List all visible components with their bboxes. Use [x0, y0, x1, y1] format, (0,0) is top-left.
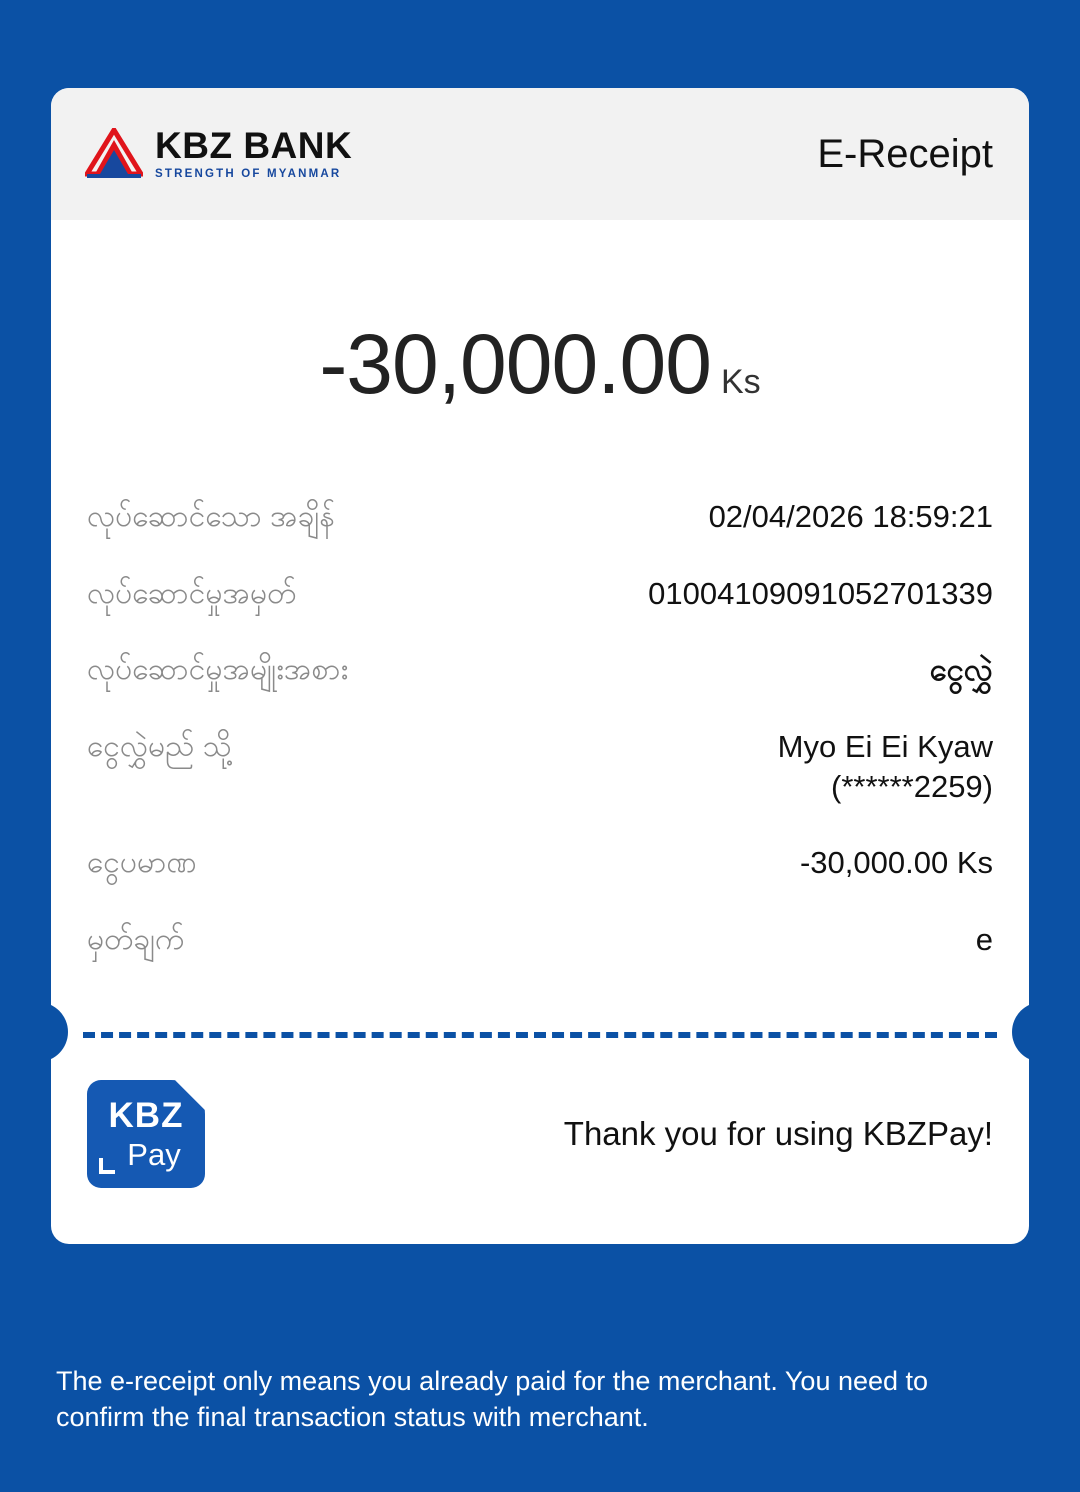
detail-value: 01004109091052701339	[648, 575, 993, 611]
receipt-header	[51, 88, 1029, 220]
receipt-card	[51, 88, 1029, 1244]
receipt-footer	[51, 1068, 1029, 1244]
detail-label: ငွေပမာဏ	[87, 846, 197, 880]
kbzpay-logo-bottom: Pay	[127, 1137, 181, 1173]
bank-name: KBZ BANK	[155, 125, 353, 167]
list-item	[87, 843, 993, 884]
page-title: E-Receipt	[817, 131, 993, 176]
detail-label: လုပ်ဆောင်သော အချိန်	[87, 500, 335, 533]
list-item	[87, 497, 993, 538]
detail-label: မှတ်ချက်	[87, 922, 185, 956]
dashed-line	[83, 1032, 997, 1038]
notch-left	[51, 1002, 68, 1062]
kbz-bank-logo	[85, 127, 352, 181]
kbzpay-logo-top: KBZ	[108, 1096, 184, 1136]
bank-tagline: STRENGTH OF MYANMAR	[155, 168, 342, 181]
amount-currency: Ks	[720, 363, 761, 401]
detail-list	[51, 431, 1029, 960]
detail-value-secondary: (******2259)	[831, 768, 993, 804]
detail-value: ငွေလွှဲ	[929, 652, 993, 687]
detail-label: ငွေလွှဲမည် သို့	[87, 729, 232, 763]
kbzpay-logo-icon	[87, 1080, 205, 1188]
detail-value: -30,000.00 Ks	[799, 845, 993, 881]
amount-value: -30,000.00	[319, 317, 711, 411]
list-item	[87, 920, 993, 961]
detail-value: e	[975, 921, 993, 957]
detail-value-group	[778, 727, 993, 808]
disclaimer-text: The e-receipt only means you already paid for the merchant. You need to confirm the final transaction status with merchant.	[56, 1366, 929, 1433]
amount-block	[51, 220, 1029, 431]
detail-label: လုပ်ဆောင်မှုအမျိုးအစား	[87, 653, 349, 686]
perforation-divider	[51, 996, 1029, 1068]
notch-right	[1012, 1002, 1029, 1062]
logo-corner-bottom-left	[99, 1158, 115, 1174]
detail-value: Myo Ei Ei Kyaw	[777, 728, 993, 764]
detail-label: လုပ်ဆောင်မှုအမှတ်	[87, 576, 297, 610]
detail-value: 02/04/2026 18:59:21	[708, 499, 993, 534]
thank-you-message: Thank you for using KBZPay!	[563, 1115, 993, 1153]
list-item	[87, 727, 993, 808]
list-item	[87, 574, 993, 615]
kbz-triangle-icon	[85, 128, 143, 180]
list-item	[87, 650, 993, 691]
